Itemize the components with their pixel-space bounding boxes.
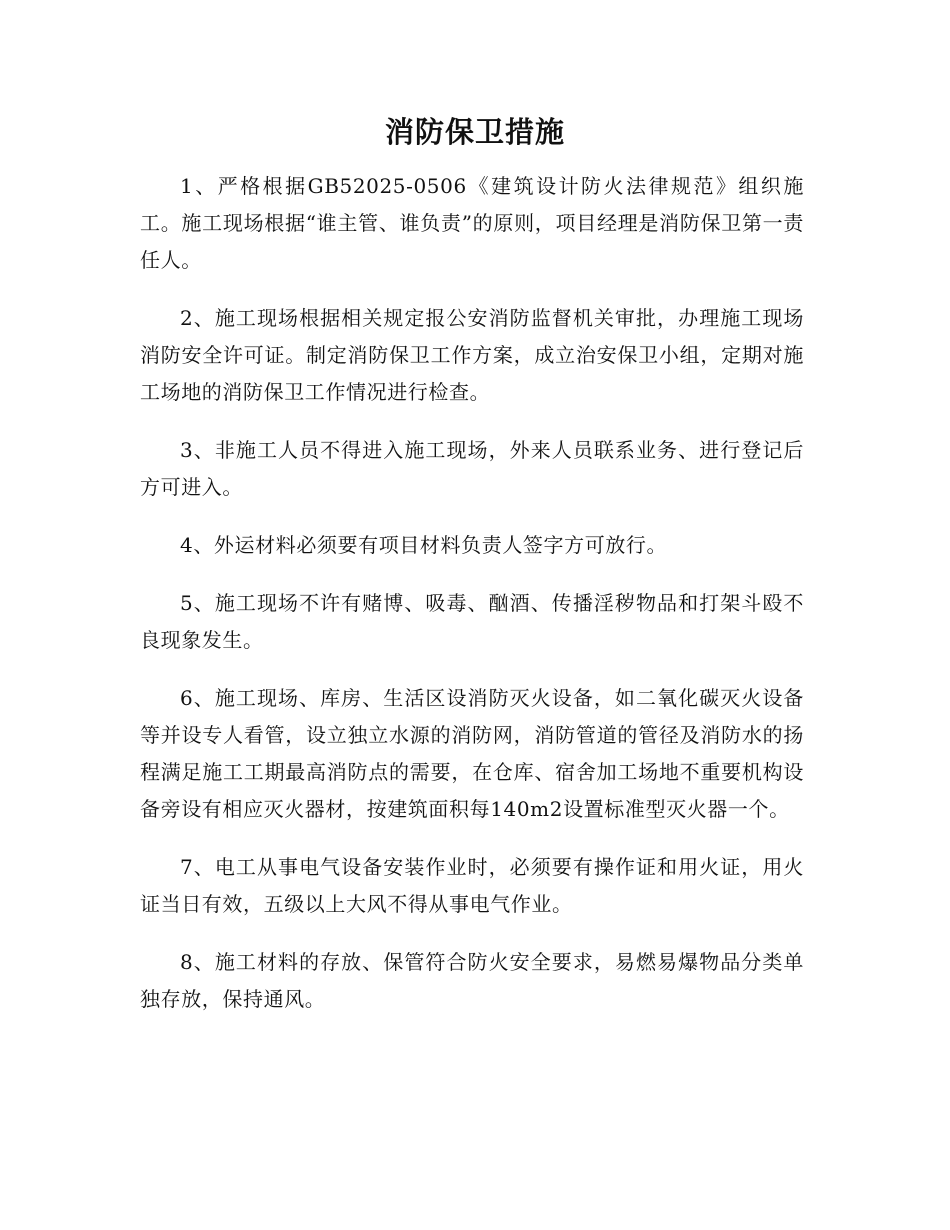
paragraph-2: 2、施工现场根据相关规定报公安消防监督机关审批，办理施工现场消防安全许可证。制定消防保卫工作方案，成立治安保卫小组，定期对施工场地的消防保卫工作情况进行检查。 bbox=[140, 306, 804, 404]
paragraph-7: 7、电工从事电气设备安装作业时，必须要有操作证和用火证，用火证当日有效，五级以上大风不得从事电气作业。 bbox=[140, 855, 804, 916]
document-title: 消防保卫措施 bbox=[384, 115, 565, 149]
paragraph-5: 5、施工现场不许有赌博、吸毒、酗酒、传播淫秽物品和打架斗殴不良现象发生。 bbox=[140, 591, 804, 652]
paragraph-6: 6、施工现场、库房、生活区设消防灭火设备，如二氧化碳灭火设备等并设专人看管，设立独立水源的消防网，消防管道的管径及消防水的扬程满足施工工期最高消防点的需要，在仓库、宿舍加工场地不重要机构设备旁设有相应灭火器材，按建筑面积每140m2设置标准型灭火器一个。 bbox=[140, 686, 804, 821]
paragraph-8: 8、施工材料的存放、保管符合防火安全要求，易燃易爆物品分类单独存放，保持通风。 bbox=[140, 950, 804, 1011]
document-body bbox=[140, 168, 804, 1039]
paragraph-3: 3、非施工人员不得进入施工现场，外来人员联系业务、进行登记后方可进入。 bbox=[140, 438, 804, 499]
paragraph-1: 1、严格根据GB52025-0506《建筑设计防火法律规范》组织施工。施工现场根据“谁主管、谁负责”的原则，项目经理是消防保卫第一责任人。 bbox=[140, 174, 804, 272]
paragraph-4: 4、外运材料必须要有项目材料负责人签字方可放行。 bbox=[180, 533, 668, 557]
